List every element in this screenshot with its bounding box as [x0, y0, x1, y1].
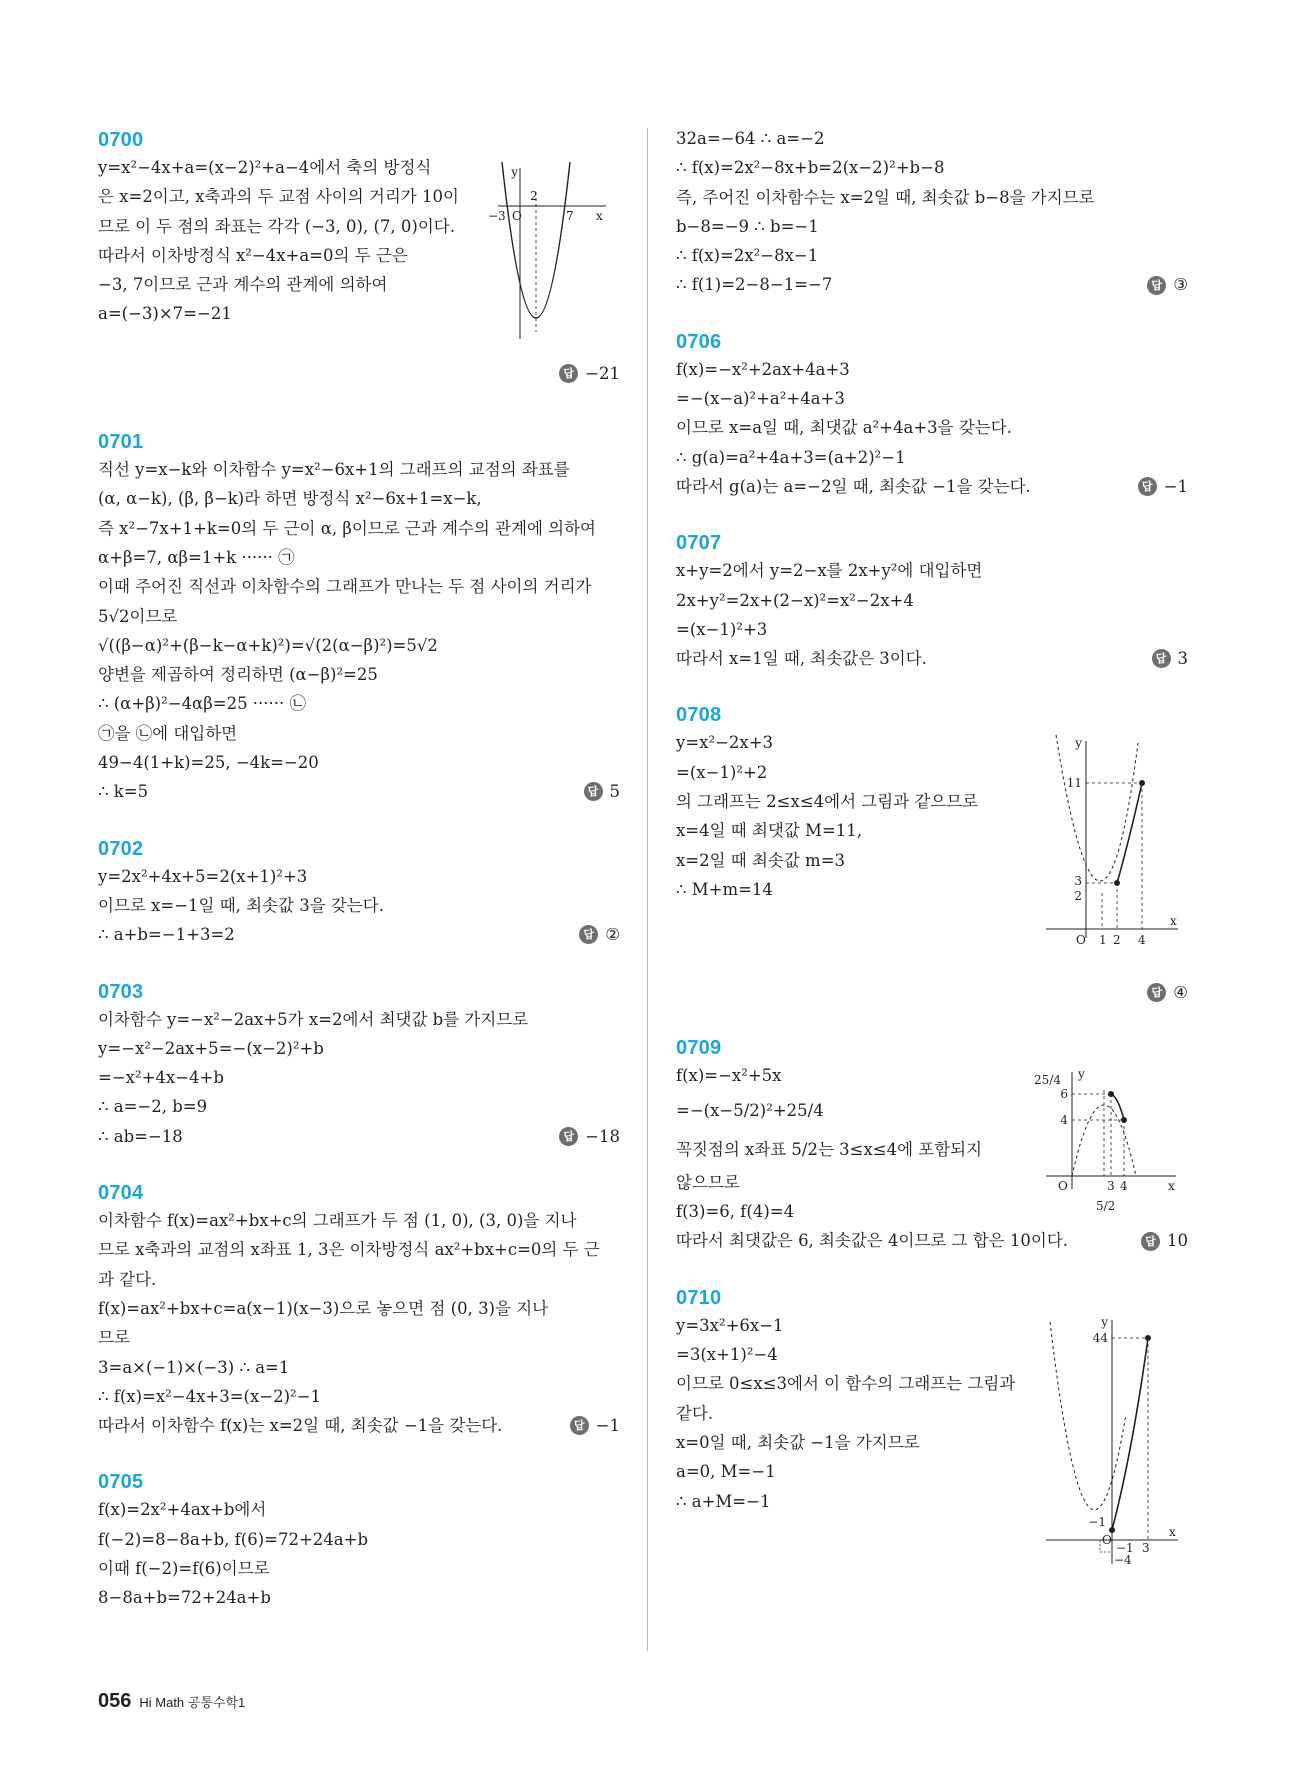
solution-text: ∴ f(1)=2−8−1=−7 — [676, 275, 833, 295]
solution-line: =−(x−5/2)²+25/4 — [676, 1100, 824, 1120]
solution-line: 이차함수 f(x)=ax²+bx+c의 그래프가 두 점 (1, 0), (3, 0)을 지나 — [98, 1211, 577, 1231]
origin-label: O — [1058, 1178, 1068, 1193]
tick-label: 44 — [1092, 1330, 1108, 1345]
solution-line: (α, α−k), (β, β−k)라 하면 방정식 x²−6x+1=x−k, — [98, 489, 482, 509]
solution-line: y=−x²−2ax+5=−(x−2)²+b — [98, 1038, 324, 1058]
solution-line: x+y=2에서 y=2−x를 2x+y²에 대입하면 — [676, 561, 983, 581]
solution-line — [676, 472, 1188, 501]
origin-label: O — [1102, 1532, 1112, 1547]
tick-label: 2 — [1113, 933, 1121, 948]
graph-0700 — [488, 164, 608, 344]
answer-value: −18 — [585, 1126, 620, 1146]
tick-label: 3 — [1107, 1178, 1115, 1193]
solution-line: ∴ f(x)=2x²−8x+b=2(x−2)²+b−8 — [676, 158, 945, 178]
solution-line: 5√2이므로 — [98, 606, 178, 626]
problem-number: 0701 — [98, 431, 144, 454]
endpoint-dot — [1108, 1091, 1114, 1097]
solution-line: =(x−1)²+2 — [676, 762, 768, 782]
solution-line: ∴ M+m=14 — [676, 879, 773, 899]
tick-label: 2 — [530, 189, 538, 203]
problem-number: 0708 — [676, 704, 722, 727]
solution-line: x=4일 때 최댓값 M=11, — [676, 821, 863, 841]
problem-number: 0709 — [676, 1036, 722, 1059]
solution-line: 같다. — [676, 1403, 714, 1423]
solution-text: 따라서 최댓값은 6, 최솟값은 4이므로 그 합은 10이다. — [676, 1231, 1069, 1251]
solution-line: ∴ f(x)=2x²−8x−1 — [676, 246, 819, 266]
solution-line: 이차함수 y=−x²−2ax+5가 x=2에서 최댓값 b를 가지므로 — [98, 1009, 529, 1029]
solution-line: 8−8a+b=72+24a+b — [98, 1588, 271, 1608]
answer-icon: 답 — [559, 364, 578, 383]
solution-line: 이때 주어진 직선과 이차함수의 그래프가 만나는 두 점 사이의 거리가 — [98, 577, 592, 597]
solution-line: 이므로 x=−1일 때, 최솟값 3을 갖는다. — [98, 895, 384, 915]
solution-line: 이므로 x=a일 때, 최댓값 a²+4a+3을 갖는다. — [676, 418, 1012, 438]
solution-line: =3(x+1)²−4 — [676, 1345, 778, 1365]
solution-line: 3=a×(−1)×(−3) ∴ a=1 — [98, 1357, 290, 1377]
solution-line — [676, 1226, 1188, 1255]
problem-number: 0702 — [98, 837, 144, 860]
solution-line: 므로 이 두 점의 좌표는 각각 (−3, 0), (7, 0)이다. — [98, 216, 455, 236]
solution-text: ∴ ab=−18 — [98, 1126, 183, 1146]
answer-icon: 답 — [1152, 649, 1171, 668]
solution-line: 므로 x축과의 교점의 x좌표 1, 3은 이차방정식 ax²+bx+c=0의 두 근 — [98, 1240, 600, 1260]
solution-line: 므로 — [98, 1328, 130, 1348]
answer-value: −21 — [585, 363, 620, 383]
solution-line: ∴ g(a)=a²+4a+3=(a+2)²−1 — [676, 447, 906, 467]
solution-line: 즉 x²−7x+1+k=0의 두 근이 α, β이므로 근과 계수의 관계에 의하여 — [98, 518, 596, 538]
problem-0706 — [676, 330, 1188, 501]
curve-dashed — [1056, 735, 1138, 881]
parabola-graph — [488, 164, 608, 344]
problem-number: 0706 — [676, 330, 722, 353]
column-divider — [647, 128, 648, 1651]
solution-line: 꼭짓점의 x좌표 5/2는 3≤x≤4에 포함되지 — [676, 1139, 983, 1159]
solution-line: a=(−3)×7=−21 — [98, 304, 232, 324]
solution-line: 은 x=2이고, x축과의 두 교점 사이의 거리가 10이 — [98, 187, 459, 207]
solution-line: =−(x−a)²+a²+4a+3 — [676, 389, 845, 409]
tick-label: 2 — [1074, 889, 1082, 904]
solution-line: α+β=7, αβ=1+k ······ ㉠ — [98, 547, 295, 567]
answer-value: ④ — [1173, 983, 1188, 1003]
tick-label: 3 — [1074, 874, 1082, 889]
solution-line: x=0일 때, 최솟값 −1을 가지므로 — [676, 1432, 920, 1452]
endpoint-dot — [1114, 880, 1120, 886]
solution-line — [98, 777, 620, 806]
problem-0710 — [676, 1286, 1188, 1567]
solution-text: 따라서 이차함수 f(x)는 x=2일 때, 최솟값 −1을 갖는다. — [98, 1416, 503, 1436]
origin-label: O — [512, 209, 522, 223]
solution-line — [676, 270, 1188, 299]
solution-line: f(x)=ax²+bx+c=a(x−1)(x−3)으로 놓으면 점 (0, 3)을 지나 — [98, 1298, 549, 1318]
solution-line: 않으므로 — [676, 1172, 740, 1192]
origin-label: O — [1076, 933, 1086, 948]
tick-label: −1 — [1088, 1514, 1106, 1529]
solution-line: 따라서 이차방정식 x²−4x+a=0의 두 근은 — [98, 245, 408, 265]
tick-label: −4 — [1114, 1552, 1132, 1567]
problem-0701 — [98, 430, 620, 807]
book-title: Hi Math 공통수학1 — [139, 1695, 246, 1710]
solution-line — [98, 1411, 620, 1440]
answer-row — [98, 357, 620, 386]
problem-0705 — [98, 1470, 620, 1612]
x-label: x — [596, 209, 603, 223]
tick-label: 11 — [1066, 776, 1082, 791]
tick-label: 4 — [1138, 933, 1146, 948]
solution-line: y=2x²+4x+5=2(x+1)²+3 — [98, 866, 308, 886]
problem-number: 0710 — [676, 1286, 722, 1309]
solution-line: √((β−α)²+(β−k−α+k)²)=√(2(α−β)²)=5√2 — [98, 635, 438, 655]
parabola-graph — [1034, 1064, 1184, 1224]
solution-line: 49−4(1+k)=25, −4k=−20 — [98, 753, 319, 773]
solution-line: f(x)=2x²+4ax+b에서 — [98, 1500, 267, 1520]
x-label: x — [1168, 1178, 1175, 1193]
problem-number: 0704 — [98, 1182, 144, 1205]
solution-line: ∴ (α+β)²−4αβ=25 ······ ㉡ — [98, 694, 307, 714]
tick-label: 5/2 — [1096, 1198, 1116, 1213]
solution-line: 32a=−64 ∴ a=−2 — [676, 129, 825, 148]
answer-row — [676, 976, 1188, 1005]
answer-icon: 답 — [579, 925, 598, 944]
page-footer — [98, 1690, 245, 1713]
tick-label: 4 — [1120, 1178, 1128, 1193]
problem-number: 0703 — [98, 980, 144, 1003]
right-column — [676, 124, 1188, 1567]
solution-line: =−x²+4x−4+b — [98, 1068, 224, 1088]
tick-label: 25/4 — [1034, 1072, 1061, 1087]
solution-line: 의 그래프는 2≤x≤4에서 그림과 같으므로 — [676, 792, 979, 812]
endpoint-dot — [1139, 780, 1145, 786]
solution-line: ∴ a=−2, b=9 — [98, 1097, 208, 1117]
solution-line — [98, 920, 620, 949]
solution-line: 이므로 0≤x≤3에서 이 함수의 그래프는 그림과 — [676, 1374, 1016, 1394]
solution-line — [676, 644, 1188, 673]
problem-0705-continued — [676, 124, 1188, 300]
y-label: y — [1101, 1314, 1108, 1329]
answer-value: −1 — [595, 1416, 620, 1436]
answer-icon: 답 — [570, 1416, 589, 1435]
tick-label: 7 — [566, 209, 574, 223]
tick-label: 4 — [1060, 1112, 1068, 1127]
answer-icon: 답 — [1147, 276, 1166, 295]
page-number: 056 — [98, 1690, 132, 1712]
problem-0704 — [98, 1181, 620, 1440]
answer-icon: 답 — [584, 782, 603, 801]
solution-line: f(x)=−x²+5x — [676, 1065, 782, 1085]
parabola-graph — [1046, 733, 1186, 948]
graph-0709 — [1034, 1064, 1184, 1224]
answer-value: 10 — [1167, 1231, 1188, 1251]
problem-0708 — [676, 703, 1188, 1005]
left-column — [98, 128, 620, 1613]
solution-line: 직선 y=x−k와 이차함수 y=x²−6x+1의 그래프의 교점의 좌표를 — [98, 460, 570, 480]
problem-number: 0707 — [676, 532, 722, 555]
solution-text: 따라서 x=1일 때, 최솟값은 3이다. — [676, 649, 927, 669]
solution-line: x=2일 때 최솟값 m=3 — [676, 850, 846, 870]
answer-value: ③ — [1173, 275, 1188, 295]
solution-line: b−8=−9 ∴ b=−1 — [676, 216, 819, 236]
curve-segment — [1112, 1338, 1148, 1530]
y-label: y — [1078, 1066, 1085, 1081]
x-label: x — [1169, 1524, 1176, 1539]
problem-0703 — [98, 980, 620, 1151]
problem-0707 — [676, 531, 1188, 673]
tick-label: 6 — [1060, 1086, 1068, 1101]
solution-line: ㉠을 ㉡에 대입하면 — [98, 723, 238, 743]
tick-label: −1 — [1116, 1540, 1134, 1555]
answer-value: 5 — [609, 782, 620, 802]
solution-line: −3, 7이므로 근과 계수의 관계에 의하여 — [98, 275, 388, 295]
solution-line: f(3)=6, f(4)=4 — [676, 1202, 795, 1222]
solution-line: =(x−1)²+3 — [676, 619, 768, 639]
solution-line: y=x²−2x+3 — [676, 733, 774, 753]
solution-line: ∴ f(x)=x²−4x+3=(x−2)²−1 — [98, 1386, 321, 1406]
tick-label: 1 — [1099, 933, 1107, 948]
parabola-graph — [1036, 1314, 1186, 1569]
curve-segment — [1111, 1094, 1124, 1120]
answer-icon: 답 — [1138, 477, 1157, 496]
problem-0709 — [676, 1036, 1188, 1256]
tick-label: 3 — [1142, 1540, 1150, 1555]
problem-number: 0705 — [98, 1471, 144, 1494]
solution-text: 따라서 g(a)는 a=−2일 때, 최솟값 −1을 갖는다. — [676, 476, 1031, 496]
solution-line — [98, 1122, 620, 1151]
solution-line: f(x)=−x²+2ax+4a+3 — [676, 359, 850, 379]
solution-line: ∴ a+M=−1 — [676, 1491, 771, 1511]
solution-text: ∴ a+b=−1+3=2 — [98, 925, 235, 945]
solution-line: 양변을 제곱하여 정리하면 (α−β)²=25 — [98, 665, 378, 685]
problem-0700 — [98, 128, 620, 386]
x-label: x — [1170, 914, 1177, 929]
solution-line: 과 같다. — [98, 1269, 157, 1289]
curve-dashed — [1050, 1322, 1126, 1510]
answer-value: −1 — [1163, 476, 1188, 496]
problem-0702 — [98, 837, 620, 950]
endpoint-dot — [1121, 1117, 1127, 1123]
endpoint-dot — [1145, 1335, 1151, 1341]
answer-value: ② — [605, 925, 620, 945]
solution-line: 2x+y²=2x+(2−x)²=x²−2x+4 — [676, 590, 914, 610]
problem-number: 0700 — [98, 129, 144, 151]
solution-line: 이때 f(−2)=f(6)이므로 — [98, 1558, 270, 1578]
y-label: y — [1075, 736, 1082, 751]
solution-line: y=3x²+6x−1 — [676, 1315, 784, 1335]
answer-value: 3 — [1177, 649, 1188, 669]
tick-label: −3 — [488, 209, 506, 223]
answer-icon: 답 — [1141, 1232, 1160, 1251]
solution-text: ∴ k=5 — [98, 782, 149, 802]
solution-line: y=x²−4x+a=(x−2)²+a−4에서 축의 방정식 — [98, 158, 432, 177]
solution-line: a=0, M=−1 — [676, 1462, 776, 1482]
graph-0708 — [1046, 733, 1186, 948]
graph-0710 — [1036, 1314, 1186, 1569]
answer-icon: 답 — [559, 1127, 578, 1146]
answer-icon: 답 — [1147, 983, 1166, 1002]
y-label: y — [511, 165, 518, 179]
solution-line: 즉, 주어진 이차함수는 x=2일 때, 최솟값 b−8을 가지므로 — [676, 187, 1095, 207]
solution-line: f(−2)=8−8a+b, f(6)=72+24a+b — [98, 1529, 369, 1549]
